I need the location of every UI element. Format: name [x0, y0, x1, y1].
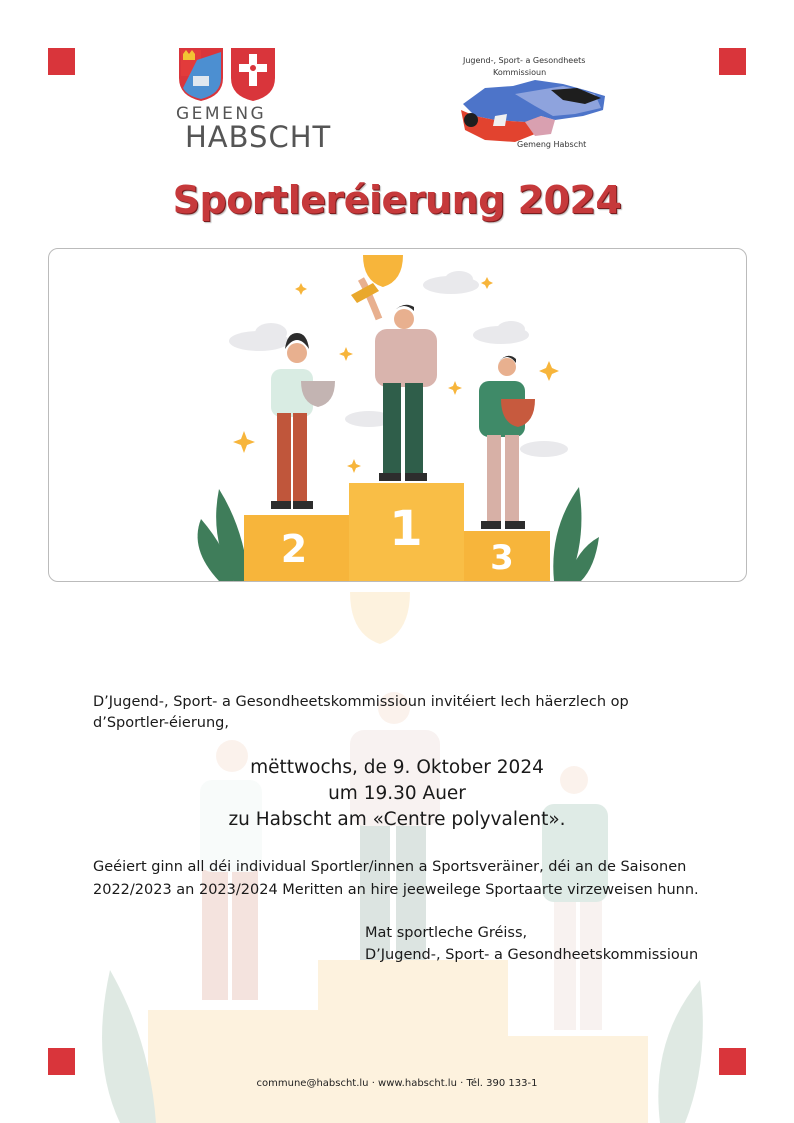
commission-logo-line1: Jugend-, Sport- a Gesondheets: [463, 56, 586, 65]
third-place-figure: [479, 356, 535, 529]
corner-square-top-right: [719, 48, 746, 75]
contact-footer: commune@habscht.lu · www.habscht.lu · Tél. 390 133-1: [256, 1078, 538, 1089]
background-podium-watermark: [60, 580, 740, 1123]
commission-logo-line3: Gemeng Habscht: [517, 140, 587, 149]
invitation-intro: D’Jugend-, Sport- a Gesondheetskommissioun invitéiert Iech häerzlech op d’Sportler-éierung,: [93, 694, 629, 731]
podium-number-3: 3: [490, 538, 514, 578]
podium-illustration-card: [48, 248, 747, 582]
honorees-paragraph: Geéiert ginn all déi individual Sportler/innen a Sportsveräiner, déi an de Saisonen 2022/2023 an 2023/2024 Meritten an hire jeeweilege Sportaarte virzeweisen hunn.: [93, 859, 699, 898]
winner-figure: [351, 255, 437, 481]
commune-map-icon: [455, 76, 615, 146]
coat-of-arms-icon: [177, 46, 277, 102]
event-place: zu Habscht am «Centre polyvalent».: [228, 809, 566, 830]
second-place-figure: [271, 333, 335, 509]
greeting-line: Mat sportleche Gréiss,: [365, 925, 528, 941]
gemeng-habscht-logo: [173, 46, 343, 156]
podium-number-1: 1: [389, 501, 423, 557]
commission-logo: [455, 46, 615, 154]
event-date: mëttwochs, de 9. Oktober 2024: [250, 757, 544, 778]
corner-square-top-left: [48, 48, 75, 75]
podium-number-2: 2: [280, 527, 308, 571]
logo-habscht-text: HABSCHT: [185, 120, 332, 154]
signature-line: D’Jugend-, Sport- a Gesondheetskommissioun: [365, 947, 699, 963]
podium-illustration: [49, 249, 746, 581]
event-time: um 19.30 Auer: [328, 783, 466, 804]
page-title: Sportleréierung 2024: [172, 178, 622, 222]
commission-logo-line2: Kommissioun: [493, 68, 547, 77]
logo-gemeng-text: GEMENG: [176, 104, 267, 124]
